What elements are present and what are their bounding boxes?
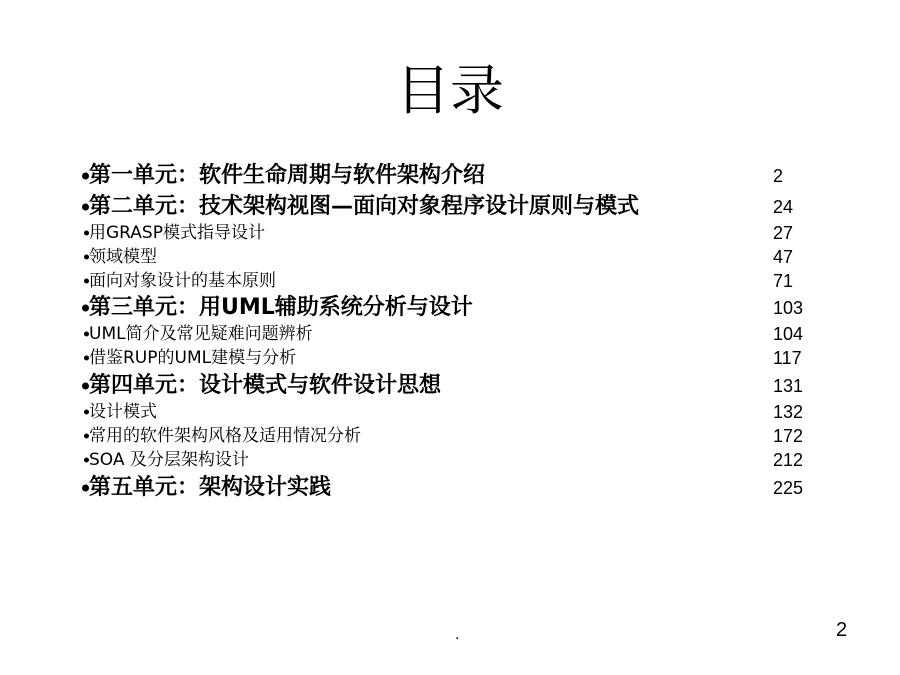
toc-entry-label: UML简介及常见疑难问题辨析 bbox=[89, 324, 313, 344]
toc-entry-page: 2 bbox=[773, 166, 784, 186]
toc-entry-page: 212 bbox=[773, 450, 804, 470]
bullet-icon bbox=[82, 204, 89, 211]
toc-entry-page: 104 bbox=[773, 324, 804, 344]
page-title: 目录 bbox=[396, 59, 504, 122]
toc-entry bbox=[0, 344, 900, 372]
toc-entry-page: 117 bbox=[773, 348, 802, 368]
bullet-icon bbox=[82, 173, 89, 180]
toc-entry bbox=[0, 446, 900, 474]
toc-entry-label: 第一单元：软件生命周期与软件架构介绍 bbox=[89, 163, 486, 188]
toc-entry-label: 面向对象设计的基本原则 bbox=[89, 271, 276, 291]
toc-entry bbox=[0, 294, 900, 322]
toc-entry-page: 47 bbox=[773, 247, 794, 267]
toc-entry bbox=[0, 162, 900, 190]
toc-entry-label: 第五单元：架构设计实践 bbox=[89, 475, 332, 500]
toc-entry-label: 借鉴RUP的UML建模与分析 bbox=[89, 348, 297, 368]
toc-entry-page: 132 bbox=[773, 402, 804, 422]
footer-dot: . bbox=[455, 626, 460, 643]
bullet-icon bbox=[82, 383, 89, 390]
toc-entry bbox=[0, 474, 900, 502]
bullet-icon bbox=[82, 485, 89, 492]
toc-entry-label: 领域模型 bbox=[89, 247, 157, 267]
toc-entry-page: 172 bbox=[773, 426, 804, 446]
toc-entry-label: SOA 及分层架构设计 bbox=[89, 450, 249, 470]
toc-entry-page: 225 bbox=[773, 478, 804, 498]
toc-entry bbox=[0, 372, 900, 400]
toc-entry-page: 71 bbox=[773, 271, 794, 291]
toc-entry bbox=[0, 193, 900, 221]
toc-entry-label: 第三单元：用UML辅助系统分析与设计 bbox=[89, 295, 473, 320]
toc-entry-page: 131 bbox=[773, 376, 804, 396]
toc-entry-label: 用GRASP模式指导设计 bbox=[89, 223, 265, 243]
toc-entry bbox=[0, 267, 900, 295]
toc-entry-page: 103 bbox=[773, 298, 804, 318]
toc-entry-label: 设计模式 bbox=[89, 402, 157, 422]
toc-entry-label: 第四单元：设计模式与软件设计思想 bbox=[89, 373, 442, 398]
toc-entry-page: 24 bbox=[773, 197, 794, 217]
toc-entry-label: 第二单元：技术架构视图—面向对象程序设计原则与模式 bbox=[89, 194, 640, 219]
slide-number: 2 bbox=[836, 619, 848, 641]
bullet-icon bbox=[82, 305, 89, 312]
toc-entry-label: 常用的软件架构风格及适用情况分析 bbox=[89, 426, 361, 446]
toc-entry-page: 27 bbox=[773, 223, 794, 243]
